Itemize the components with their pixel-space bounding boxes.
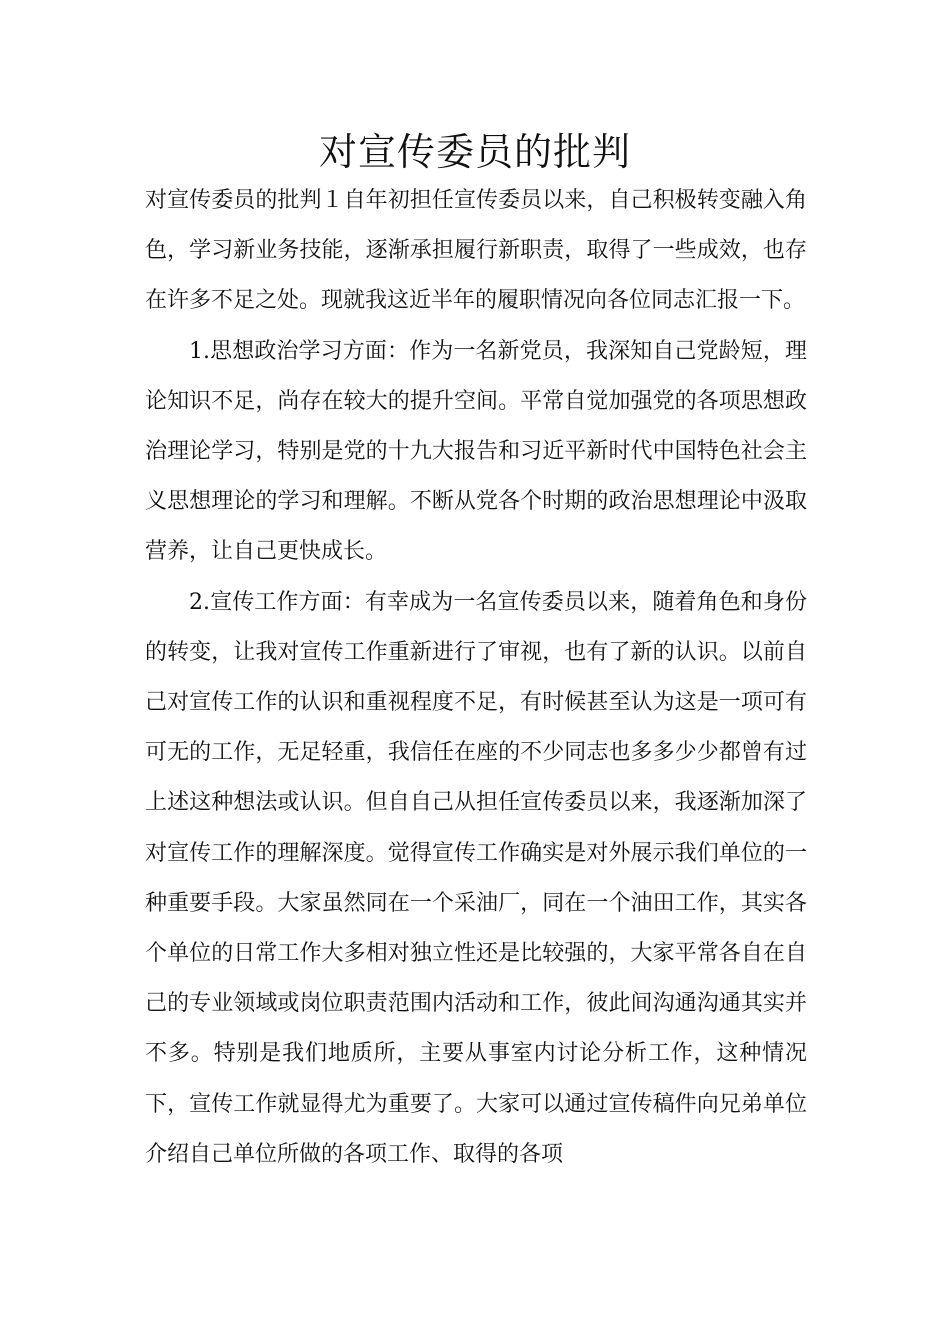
document-title: 对宣传委员的批判 bbox=[318, 130, 631, 174]
document-body bbox=[145, 176, 807, 1180]
paragraph-intro: 对宣传委员的批判１自年初担任宣传委员以来，自己积极转变融入角色，学习新业务技能，逐渐承担履行新职责，取得了一些成效，也存在许多不足之处。现就我这近半年的履职情况向各位同志汇报一下。 bbox=[145, 188, 807, 314]
paragraph-publicity-work: 2.宣传工作方面：有幸成为一名宣传委员以来，随着角色和身份的转变，让我对宣传工作重新进行了审视，也有了新的认识。以前自己对宣传工作的认识和重视程度不足，有时候甚至认为这是一项可有可无的工作，无足轻重，我信任在座的不少同志也多多少少都曾有过上述这种想法或认识。但自自己从担任宣传委员以来，我逐渐加深了对宣传工作的理解深度。觉得宣传工作确实是对外展示我们单位的一种重要手段。大家虽然同在一个采油厂，同在一个油田工作，其实各个单位的日常工作大多相对独立性还是比较强的，大家平常各自在自己的专业领域或岗位职责范围内活动和工作，彼此间沟通沟通其实并不多。特别是我们地质所，主要从事室内讨论分析工作，这种情况下，宣传工作就显得尤为重要了。大家可以通过宣传稿件向兄弟单位介绍自己单位所做的各项工作、取得的各项 bbox=[145, 589, 807, 1167]
paragraph-political-study: 1.思想政治学习方面：作为一名新党员，我深知自己党龄短，理论知识不足，尚存在较大的提升空间。平常自觉加强党的各项思想政治理论学习，特别是党的十九大报告和习近平新时代中国特色社会主义思想理论的学习和理解。不断从党各个时期的政治思想理论中汲取营养，让自己更快成长。 bbox=[145, 338, 807, 565]
